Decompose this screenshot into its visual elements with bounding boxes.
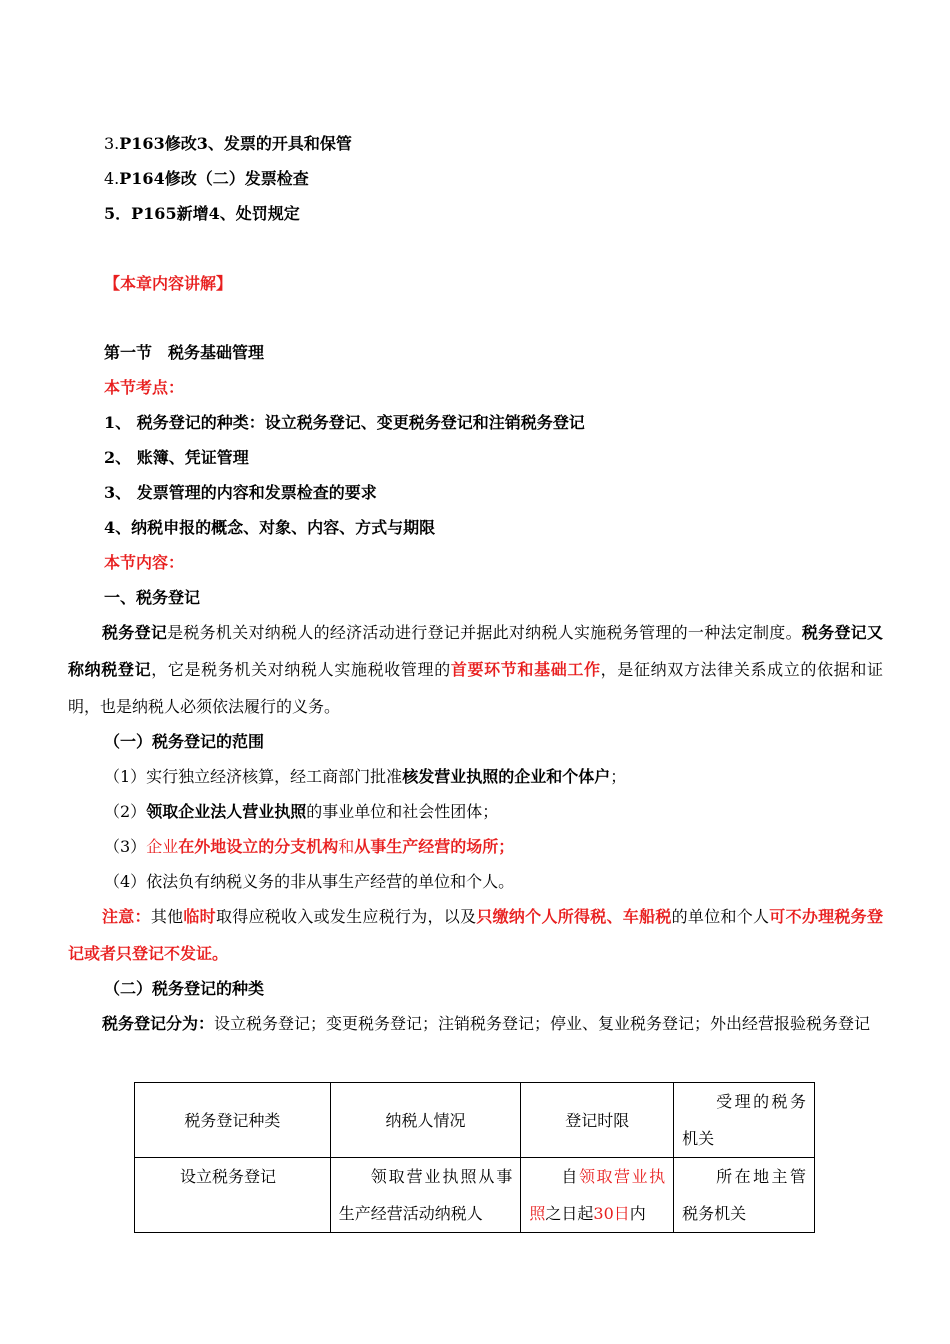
change-number: 3. [104,134,120,153]
table-row [135,1158,815,1233]
part-title: 一、税务登记 [104,588,201,607]
scope-item-3 [104,837,514,857]
content-label: 本节内容： [104,553,185,572]
section-title: 第一节 税务基础管理 [104,343,265,362]
change-text: P164修改（二）发票检查 [119,169,309,188]
term: 领取企业法人营业执照 [146,802,307,821]
change-text: P165新增4、处罚规定 [131,204,300,223]
highlight: 只缴纳个人所得税、车船税 [476,907,672,926]
scope-item-2 [104,802,498,822]
table-cell [521,1158,674,1233]
text: 设立税务登记；变更税务登记；注销税务登记；停业、复业税务登记；外出经营报验税务登记 [214,1014,871,1033]
intro-paragraph [68,614,883,725]
text: （1）实行独立经济核算，经工商部门批准 [104,767,403,786]
note-label: 注意： [102,907,151,926]
table-cell: 领取营业执照从事生产经营活动纳税人 [330,1158,521,1233]
types-title: （二）税务登记的种类 [104,979,265,998]
text: 的事业单位和社会性团体； [306,802,499,821]
highlight: 临时 [183,907,216,926]
highlight: 企业 [146,837,179,856]
highlight: 在外地设立的分支机构 [178,837,339,856]
types-paragraph [68,1005,883,1042]
highlight: 领取营业执照 [529,1167,666,1223]
text: 其他 [150,907,184,926]
text: （2） [104,802,147,821]
change-item-3 [104,134,352,154]
exam-point: 1、 税务登记的种类：设立税务登记、变更税务登记和注销税务登记 [104,413,585,432]
table-header-cell: 纳税人情况 [330,1083,521,1158]
highlight: 30日 [593,1204,630,1223]
highlight: 首要环节和基础工作 [450,660,601,679]
exam-point: 2、 账簿、凭证管理 [104,448,249,467]
highlight: 从事生产经营的场所； [354,837,515,856]
text: ，它是税务机关对纳税人实施税收管理的 [151,660,451,679]
scope-title: （一）税务登记的范围 [104,732,265,751]
table-header-row [135,1083,815,1158]
note-paragraph [68,898,883,972]
text: 是税务机关对纳税人的经济活动进行登记并据此对纳税人实施税务管理的一种法定制度。 [167,623,802,642]
scope-item-1 [104,767,626,787]
table-header-cell: 受理的税务机关 [674,1083,815,1158]
table-cell: 设立税务登记 [135,1158,331,1233]
table-header-cell: 登记时限 [521,1083,674,1158]
text: 的单位和个人 [671,907,770,926]
change-item-5 [104,204,300,224]
change-text: P163修改3、发票的开具和保管 [119,134,352,153]
term: 税务登记又称纳税登记 [68,623,883,679]
scope-item-4: （4）依法负有纳税义务的非从事生产经营的单位和个人。 [104,872,515,891]
term: 税务登记分为： [102,1014,215,1033]
text: 取得应税收入或发生应税行为，以及 [215,907,477,926]
text: 之日起 [545,1204,594,1223]
chapter-heading: 【本章内容讲解】 [104,274,233,293]
highlight: 可不办理税务登记或者只登记不发证。 [68,907,883,963]
change-number: 4. [104,169,120,188]
exam-point: 3、 发票管理的内容和发票检查的要求 [104,483,377,502]
exam-point: 4、纳税申报的概念、对象、内容、方式与期限 [104,518,436,537]
text: ； [610,767,627,786]
change-item-4 [104,169,309,189]
table-cell: 所在地主管税务机关 [674,1158,815,1233]
change-number: 5． [104,204,132,223]
text: （3） [104,837,147,856]
text: 内 [629,1204,646,1223]
table-header-cell: 税务登记种类 [135,1083,331,1158]
exam-points-label: 本节考点： [104,378,185,397]
term: 核发营业执照的企业和个体户 [402,767,611,786]
registration-table [134,1082,815,1233]
highlight: 和 [338,837,355,856]
term: 税务登记 [102,623,168,642]
text: ，是征纳双方法律关系成立的依据和证明，也是纳税人必须依法履行的义务。 [68,660,883,716]
text: 自 [561,1167,579,1186]
